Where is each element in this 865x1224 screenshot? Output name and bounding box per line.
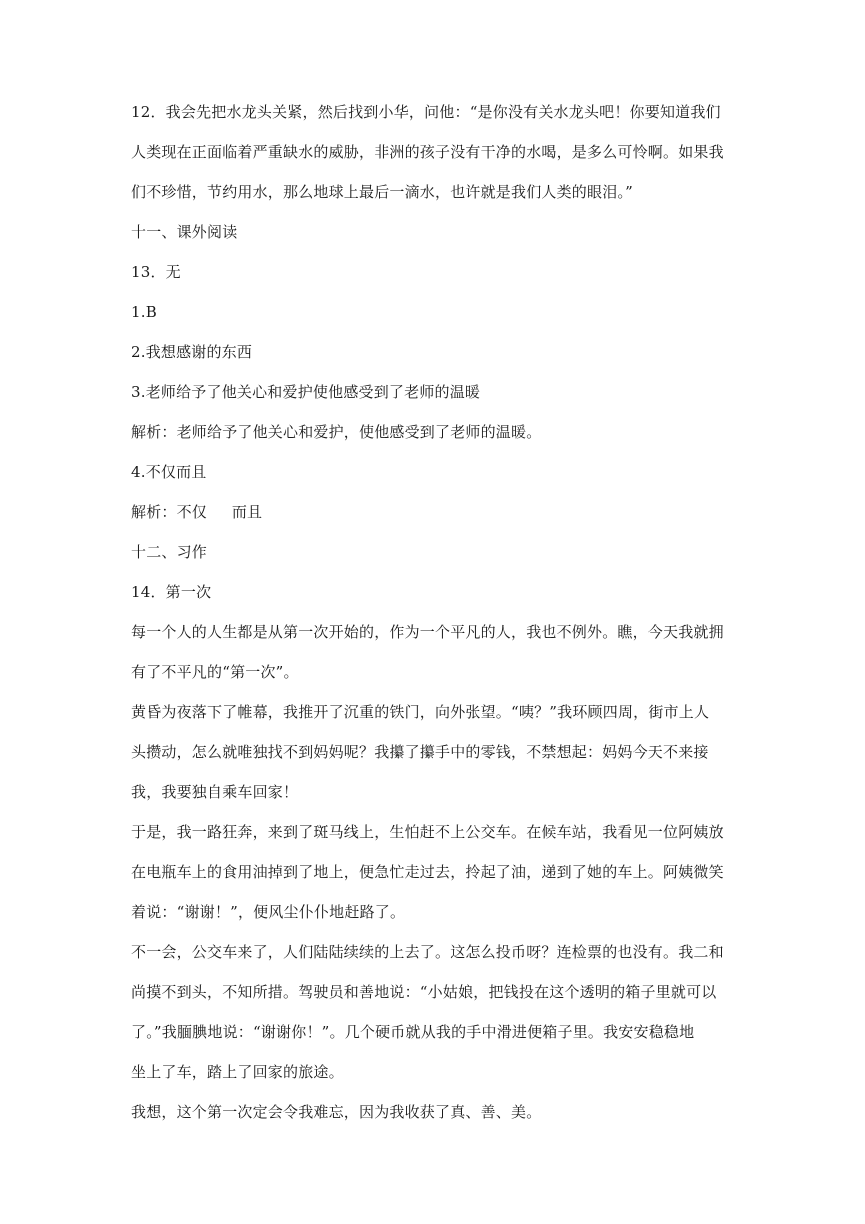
text-line: 12．我会先把水龙头关紧，然后找到小华，问他：“是你没有关水龙头吧！你要知道我们: [131, 103, 721, 121]
text-line: 不一会，公交车来了，人们陆陆续续的上去了。这怎么投币呀？连检票的也没有。我二和: [131, 943, 724, 961]
text-line: 尚摸不到头，不知所措。驾驶员和善地说：“小姑娘，把钱投在这个透明的箱子里就可以: [131, 983, 717, 1001]
essay-paragraph: [131, 692, 731, 812]
answer-3-explanation: 解析：老师给予了他关心和爱护，使他感受到了老师的温暖。: [131, 423, 542, 441]
text-line: 每一个人的人生都是从第一次开始的，作为一个平凡的人，我也不例外。瞧，今天我就拥: [131, 623, 724, 641]
text-line: 黄昏为夜落下了帷幕，我推开了沉重的铁门，向外张望。“咦？”我环顾四周，街市上人: [131, 703, 710, 721]
essay-paragraph: [131, 1092, 731, 1132]
document-body: [131, 92, 731, 1132]
answer-4: 4.不仅而且: [131, 463, 207, 481]
text-line: 头攒动，怎么就唯独找不到妈妈呢？我攥了攥手中的零钱，不禁想起：妈妈今天不来接: [131, 743, 709, 761]
essay-paragraph: [131, 612, 731, 692]
text-line: 我想，这个第一次定会令我难忘，因为我收获了真、善、美。: [131, 1103, 542, 1121]
text-line: 我，我要独自乘车回家！: [131, 783, 299, 801]
text-line: 们不珍惜，节约用水，那么地球上最后一滴水，也许就是我们人类的眼泪。”: [131, 183, 633, 201]
section-heading-composition: 十二、习作: [131, 543, 208, 561]
answer-4-explanation: 解析：不仅 而且: [131, 503, 263, 521]
essay-paragraph: [131, 932, 731, 1092]
text-line: 坐上了车，踏上了回家的旅途。: [131, 1063, 344, 1081]
answer-1: 1.B: [131, 303, 157, 321]
text-line: 了。”我腼腆地说：“谢谢你！”。几个硬币就从我的手中滑进便箱子里。我安安稳稳地: [131, 1023, 695, 1041]
text-line: 在电瓶车上的食用油掉到了地上，便急忙走过去，拎起了油，递到了她的车上。阿姨微笑: [131, 863, 724, 881]
essay-paragraph: [131, 812, 731, 932]
answer-2: 2.我想感谢的东西: [131, 343, 253, 361]
text-line: 着说：“谢谢！”，便风尘仆仆地赶路了。: [131, 903, 406, 921]
answer-q13: 13．无: [131, 263, 181, 281]
text-line: 人类现在正面临着严重缺水的威胁，非洲的孩子没有干净的水喝，是多么可怜啊。如果我: [131, 143, 724, 161]
text-line: 于是，我一路狂奔，来到了斑马线上，生怕赶不上公交车。在候车站，我看见一位阿姨放: [131, 823, 724, 841]
essay-title: 14．第一次: [131, 583, 212, 601]
section-heading-extracurricular-reading: 十一、课外阅读: [131, 223, 238, 241]
answer-q12: [131, 92, 731, 212]
text-line: 有了不平凡的“第一次”。: [131, 663, 299, 681]
answer-3: 3.老师给予了他关心和爱护使他感受到了老师的温暖: [131, 383, 481, 401]
